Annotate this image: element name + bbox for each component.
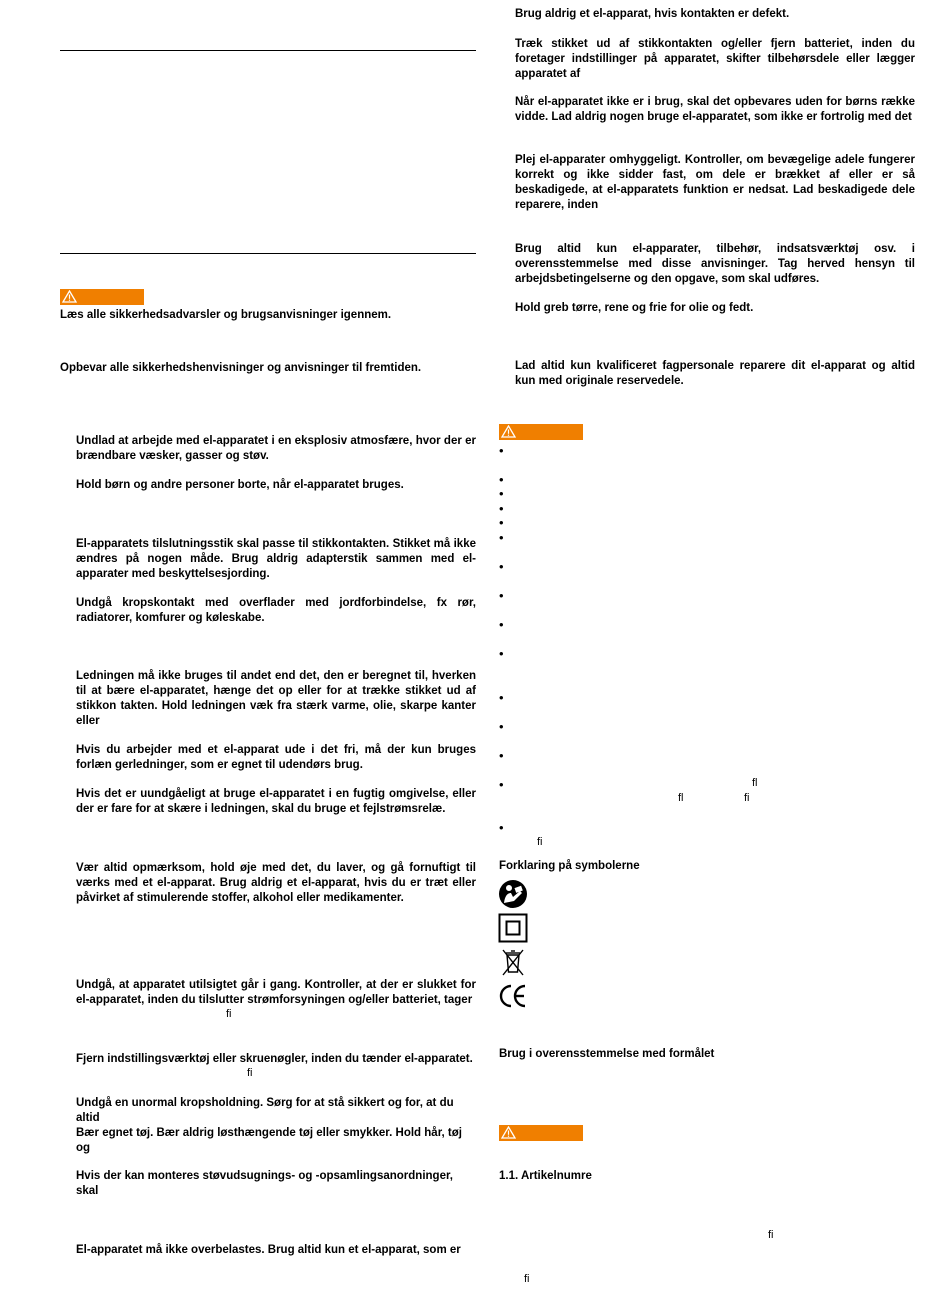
list-bullet: • [499, 515, 504, 530]
list-bullet: • [499, 530, 504, 545]
keep-instructions-text: Opbevar alle sikkerhedshenvisninger og anvisninger til fremtiden. [60, 362, 422, 374]
service-text: Lad altid kun kvalificeret fagpersonale reparere dit el-apparat og altid kun med originale reservedele. [515, 360, 915, 387]
unintended-start-text: Undgå, at apparatet utilsigtet går i gang. Kontroller, at der er slukket for el-apparatet, inden du tilslutter strømforsyningen og/eller batteriet, tager [76, 979, 476, 1006]
list-bullet: • [499, 501, 504, 516]
ligature-fragment: fi [524, 1273, 530, 1285]
cord-text: Ledningen må ikke bruges til andet end det, den er beregnet til, hverken til at bære el-apparatet, hænge det op eller for at trække stikket ud af stikkon takten. Hold ledningen væk fra stærk varme, olie, skarpe kanter eller [76, 670, 476, 727]
read-manual-icon [498, 879, 528, 909]
ligature-fragment: fl [678, 792, 684, 804]
storage-text: Når el-apparatet ikke er i brug, skal det opbevares uden for børns række vidde. Lad aldrig nogen bruge el-apparatet, som ikke er fortrolig med det [515, 96, 915, 123]
overload-text: El-apparatet må ikke overbelastes. Brug altid kun et el-apparat, som er [76, 1244, 461, 1256]
divider-bottom [60, 253, 476, 254]
right-column [480, 0, 950, 1311]
clothing-text: Bær egnet tøj. Bær aldrig løsthængende tøj eller smykker. Hold hår, tøj og [76, 1127, 462, 1154]
defect-switch-text: Brug aldrig et el-apparat, hvis kontakten er defekt. [515, 8, 790, 20]
warning-bar [499, 424, 583, 440]
read-all-text: Læs alle sikkerhedsadvarsler og brugsanvisninger igennem. [60, 309, 392, 321]
care-text: Plej el-apparater omhyggeligt. Kontroller, om bevægelige adele fungerer korrekt og ikke sidder fast, om dele er brækket af eller er så beskadigede, at el-apparatets funktion er nedsat. Lad beskadigede dele reparere, inden [515, 154, 915, 211]
dust-extraction-text: Hvis der kan monteres støvudsugnings- og -opsamlingsanordninger, skal [76, 1170, 454, 1197]
posture-text: Undgå en unormal kropsholdning. Sørg for at stå sikkert og for, at du altid [76, 1097, 454, 1124]
warning-triangle-icon [62, 290, 77, 303]
list-bullet: • [499, 559, 504, 574]
warning-bar [60, 289, 144, 305]
accordance-text: Brug altid kun el-apparater, tilbehør, indsatsværktøj osv. i overensstemmelse med disse anvisninger. Tag herved hensyn til arbejdsbetingelserne og den opgave, som skal udføres. [515, 243, 915, 285]
warning-triangle-icon [501, 425, 516, 438]
humid-environment-text: Hvis det er uundgåeligt at bruge el-apparatet i en fugtig omgivelse, eller der er fare for at skære i ledningen, skal du bruge et fejlstrømsrelæ. [76, 788, 476, 815]
crossed-bin-icon [498, 947, 528, 977]
list-bullet: • [499, 777, 504, 792]
outdoor-cord-text: Hvis du arbejder med et el-apparat ude i det fri, må der kun bruges forlæn gerledninger, som er egnet til udendørs brug. [76, 744, 476, 771]
ligature-fragment: fi [226, 1008, 232, 1020]
divider-top [60, 50, 476, 51]
list-bullet: • [499, 690, 504, 705]
list-bullet: • [499, 719, 504, 734]
ligature-fragment: fi [744, 792, 750, 804]
symbols-title: Forklaring på symbolerne [499, 860, 640, 872]
list-bullet: • [499, 646, 504, 661]
list-bullet: • [499, 820, 504, 835]
explosive-atmosphere-text: Undlad at arbejde med el-apparatet i en eksplosiv atmosfære, hvor der er brændbare væsker, gasser og støv. [76, 435, 476, 462]
remove-tools-text: Fjern indstillingsværktøj eller skruenøgler, inden du tænder el-apparatet. [76, 1053, 473, 1065]
list-bullet: • [499, 443, 504, 458]
double-insulation-icon [498, 913, 528, 943]
list-bullet: • [499, 486, 504, 501]
grips-text: Hold greb tørre, rene og frie for olie og fedt. [515, 302, 754, 314]
plug-text: El-apparatets tilslutningsstik skal passe til stikkontakten. Stikket må ikke ændres på nogen måde. Brug aldrig adapterstik sammen med el-apparater med beskyttelsesjording. [76, 538, 476, 580]
article-numbers-heading: 1.1. Artikelnumre [499, 1170, 592, 1182]
list-bullet: • [499, 588, 504, 603]
attentive-text: Vær altid opmærksom, hold øje med det, du laver, og gå fornuftigt til værks med et el-apparat. Brug aldrig et el-apparat, hvis du er træt eller påvirket af stimulerende stoffer, alkohol eller medikamenter. [76, 862, 476, 904]
children-text: Hold børn og andre personer borte, når el-apparatet bruges. [76, 479, 404, 491]
warning-bar [499, 1125, 583, 1141]
ligature-fragment: fi [537, 836, 543, 848]
unplug-text: Træk stikket ud af stikkontakten og/eller fjern batteriet, inden du foretager indstillinger på apparatet, skifter tilbehørsdele eller lægger apparatet af [515, 38, 915, 80]
ce-mark-icon [498, 981, 528, 1011]
ligature-fragment: fi [768, 1229, 774, 1241]
list-bullet: • [499, 748, 504, 763]
list-bullet: • [499, 472, 504, 487]
ligature-fragment: fi [247, 1067, 253, 1079]
intended-use-heading: Brug i overensstemmelse med formålet [499, 1048, 715, 1060]
body-contact-text: Undgå kropskontakt med overflader med jordforbindelse, fx rør, radiatorer, komfurer og køleskabe. [76, 597, 476, 624]
warning-triangle-icon [501, 1126, 516, 1139]
ligature-fragment: fl [752, 777, 758, 789]
list-bullet: • [499, 617, 504, 632]
